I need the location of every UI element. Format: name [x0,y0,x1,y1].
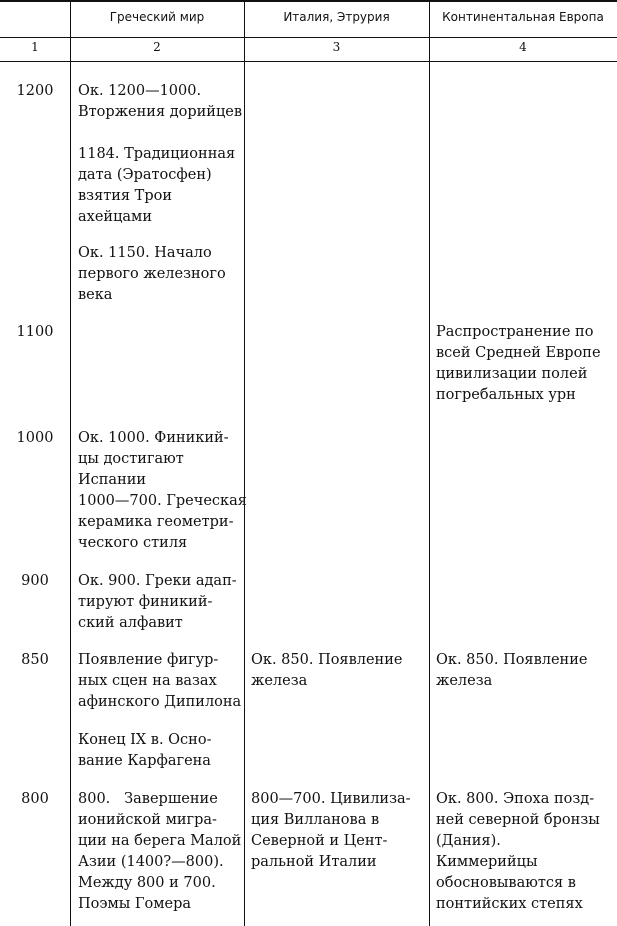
greek-entry: Конец IX в. Осно- вание Карфагена [78,732,212,769]
column-number: 3 [332,40,341,54]
year-cell: 900 [21,573,49,589]
italy-entry: 800—700. Цивилиза- ция Вилланова в Северной и Цент- ральной Италии [251,791,411,870]
europe-entry: Ок. 800. Эпоха позд- ней северной бронзы (Дания). Киммерийцы обосновываются в понтийских степях [436,791,600,912]
year-cell: 1200 [16,83,54,99]
greek-entry: Ок. 1000. Финикий- цы достигают Испании 1000—700. Греческая керамика геометри- ческого стиля [78,430,247,551]
year-cell: 1000 [16,430,54,446]
greek-entry: Появление фигур- ных сцен на вазах афинского Дипилона [78,652,242,710]
header-numbers-rule [0,61,617,62]
header-continental-europe: Континентальная Европа [442,10,604,24]
year-cell: 800 [21,791,49,807]
header-italy-etruria: Италия, Этрурия [283,10,390,24]
greek-entry: Ок. 1200—1000. Вторжения дорийцев [78,83,243,120]
column-divider [429,0,430,926]
greek-entry: Ок. 900. Греки адап- тируют финикий- ский алфавит [78,573,237,631]
europe-entry: Ок. 850. Появление железа [436,652,588,689]
europe-entry: Распространение по всей Средней Европе цивилизации полей погребальных урн [436,324,601,403]
column-number: 1 [31,40,39,54]
greek-entry: Ок. 1150. Начало первого железного века [78,245,226,303]
column-number: 4 [519,40,527,54]
year-cell: 850 [21,652,49,668]
greek-entry: 800. Завершение ионийской мигра- ции на берега Малой Азии (1400?—800). Между 800 и 700. Поэмы Гомера [78,791,242,912]
header-greek-world: Греческий мир [109,10,205,24]
italy-entry: Ок. 850. Появление железа [251,652,403,689]
year-cell: 1100 [16,324,54,340]
header-rule [0,37,617,38]
table-top-rule [0,0,617,2]
greek-entry: 1184. Традиционная дата (Эратосфен) взятия Трои ахейцами [78,146,236,225]
column-divider [70,0,71,926]
column-number: 2 [153,40,161,54]
